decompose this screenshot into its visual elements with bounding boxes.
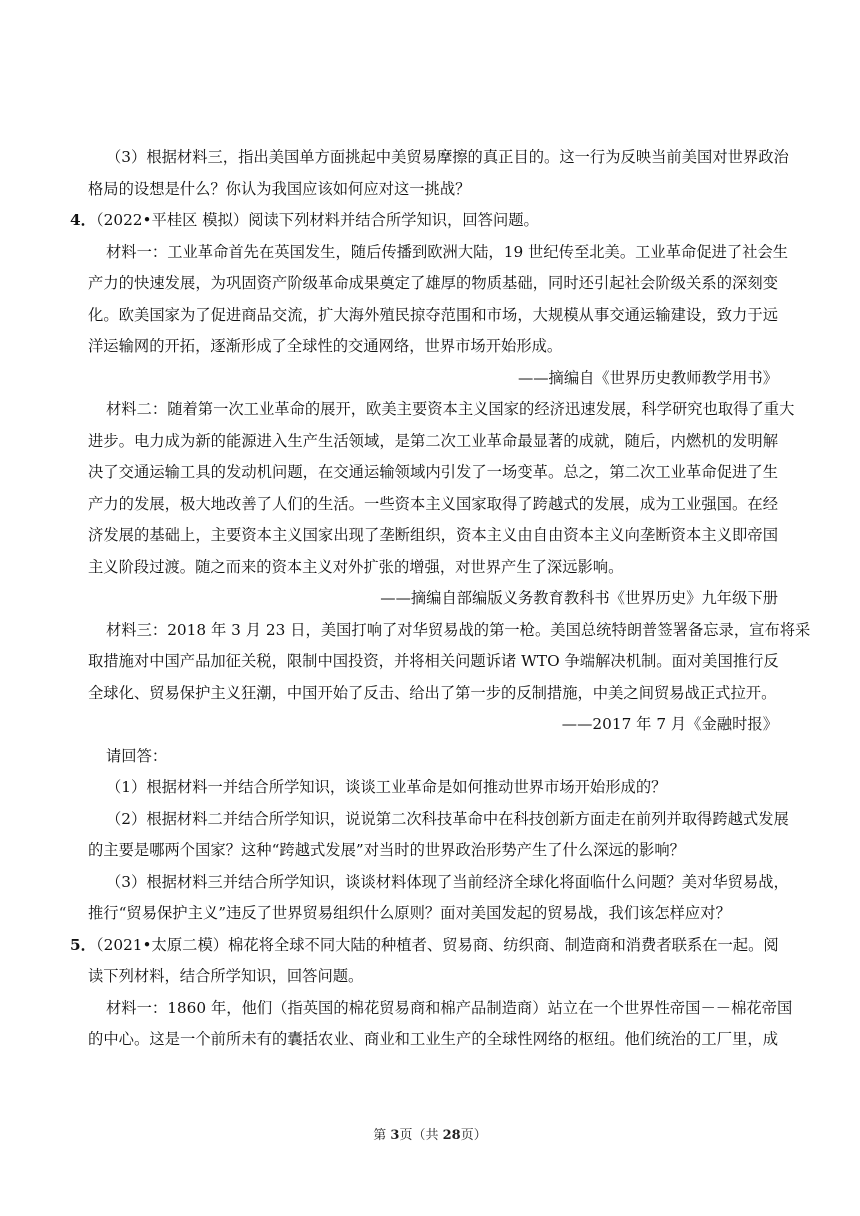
footer-total-pages: 28 — [442, 1128, 461, 1143]
q4-m2-line-1: 材料二：随着第一次工业革命的展开，欧美主要资本主义国家的经济迅速发展，科学研究也取得了重大 — [106, 400, 795, 418]
q4-m2-line-4: 产力的发展，极大地改善了人们的生活。一些资本主义国家取得了跨越式的发展，成为工业强国。在经 — [88, 494, 778, 513]
q4-sub3-block — [88, 867, 789, 899]
q4-m1-line-2: 产力的快速发展，为巩固资产阶级革命成果奠定了雄厚的物质基础，同时还引起社会阶级关系的深刻变 — [88, 274, 778, 292]
q4-material-3 — [88, 615, 811, 647]
question-4 — [70, 205, 811, 930]
q3-sub3-line-2: 格局的设想是什么？你认为我国应该如何应对这一挑战？ — [88, 179, 471, 198]
q4-m1-line-3: 化。欧美国家为了促进商品交流，扩大海外殖民掠夺范围和市场，大规模从事交通运输建设，致力于远 — [88, 305, 778, 324]
question-5 — [70, 930, 793, 1056]
q5-header-1: （2021•太原二模）棉花将全球不同大陆的种植者、贸易商、纺织商、制造商和消费者联系在一起。阅 — [95, 935, 779, 954]
q4-material-1 — [88, 237, 789, 269]
page-footer — [0, 1124, 860, 1143]
q4-m3-line-2: 取措施对中国产品加征关税，限制中国投资，并将相关问题诉诸 WTO 争端解决机制。面对美国推行反 — [88, 652, 779, 670]
q3-subquestion-3 — [88, 142, 789, 174]
document-body — [70, 142, 811, 1056]
q5-m1-line-2: 的中心。这是一个前所未有的囊括农业、商业和工业生产的全球性网络的枢纽。他们统治的工厂里，成 — [88, 1030, 778, 1048]
q4-sub2-line-2: 的主要是哪两个国家？这种“跨越式发展”对当时的世界政治形势产生了什么深远的影响？ — [88, 841, 685, 859]
q4-m1-source: ——摘编自《世界历史教师教学用书》 — [517, 368, 778, 387]
q5-number: 5． — [70, 935, 96, 954]
footer-prefix: 第 — [373, 1128, 391, 1143]
footer-middle: 页（共 — [399, 1128, 443, 1143]
q4-m1-line-4: 洋运输网的开拓，逐渐形成了全球性的交通网络，世界市场开始形成。 — [88, 337, 563, 355]
q5-header-line-2: 读下列材料，结合所学知识，回答问题。 — [88, 967, 364, 985]
q4-m3-line-1: 材料三：2018 年 3 月 23 日，美国打响了对华贸易战的第一枪。美国总统特朗普签署备忘录，宣布将采 — [106, 620, 811, 639]
q4-m2-line-3: 决了交通运输工具的发动机问题，在交通运输领域内引发了一场变革。总之，第二次工业革命促进了生 — [88, 463, 778, 481]
q4-material-2 — [88, 394, 795, 426]
q4-m1-line-1: 材料一：工业革命首先在英国发生，随后传播到欧洲大陆，19 世纪传至北美。工业革命促进了社会生 — [106, 242, 789, 261]
q4-m3-line-3: 全球化、贸易保护主义狂潮，中国开始了反击、给出了第一步的反制措施，中美之间贸易战正式拉开。 — [88, 683, 777, 702]
q4-m2-source: ——摘编自部编版义务教育教科书《世界历史》九年级下册 — [380, 589, 778, 607]
footer-page-number: 3 — [390, 1128, 400, 1143]
q4-sub2-line-1: （2）根据材料二并结合所学知识，说说第二次科技革命中在科技创新方面走在前列并取得跨越式发展 — [106, 809, 789, 828]
q5-m1-line-1: 材料一：1860 年，他们（指英国的棉花贸易商和棉产品制造商）站立在一个世界性帝国－－棉花帝国 — [106, 998, 793, 1017]
q4-number: 4． — [70, 211, 96, 229]
q4-m3-source: ——2017 年 7 月《金融时报》 — [561, 715, 778, 733]
q4-prompt: 请回答： — [106, 746, 168, 765]
q4-header-line — [70, 205, 778, 237]
q3-sub3-line-1: （3）根据材料三，指出美国单方面挑起中美贸易摩擦的真正目的。这一行为反映当前美国对世界政治 — [106, 148, 789, 166]
footer-suffix: 页） — [460, 1128, 487, 1143]
q5-material-1 — [88, 993, 793, 1025]
q4-header: （2022•平桂区 模拟）阅读下列材料并结合所学知识，回答问题。 — [95, 211, 539, 229]
q4-sub3-line-2: 推行“贸易保护主义”违反了世界贸易组织什么原则？面对美国发起的贸易战，我们该怎样应对？ — [88, 904, 731, 922]
q4-m2-line-2: 进步。电力成为新的能源进入生产生活领域，是第二次工业革命最显著的成就，随后，内燃机的发明解 — [88, 431, 778, 450]
q4-prompt-block — [88, 741, 789, 836]
q4-m2-line-6: 主义阶段过渡。随之而来的资本主义对外扩张的增强，对世界产生了深远影响。 — [88, 557, 624, 576]
q4-subquestion-1: （1）根据材料一并结合所学知识，谈谈工业革命是如何推动世界市场开始形成的？ — [106, 778, 667, 796]
q4-m2-line-5: 济发展的基础上，主要资本主义国家出现了垄断组织，资本主义由自由资本主义向垄断资本主义即帝国 — [88, 526, 778, 544]
q5-header-line-1 — [70, 930, 778, 962]
q4-sub3-line-1: （3）根据材料三并结合所学知识，谈谈材料体现了当前经济全球化将面临什么问题？美对华贸易战， — [106, 872, 789, 891]
